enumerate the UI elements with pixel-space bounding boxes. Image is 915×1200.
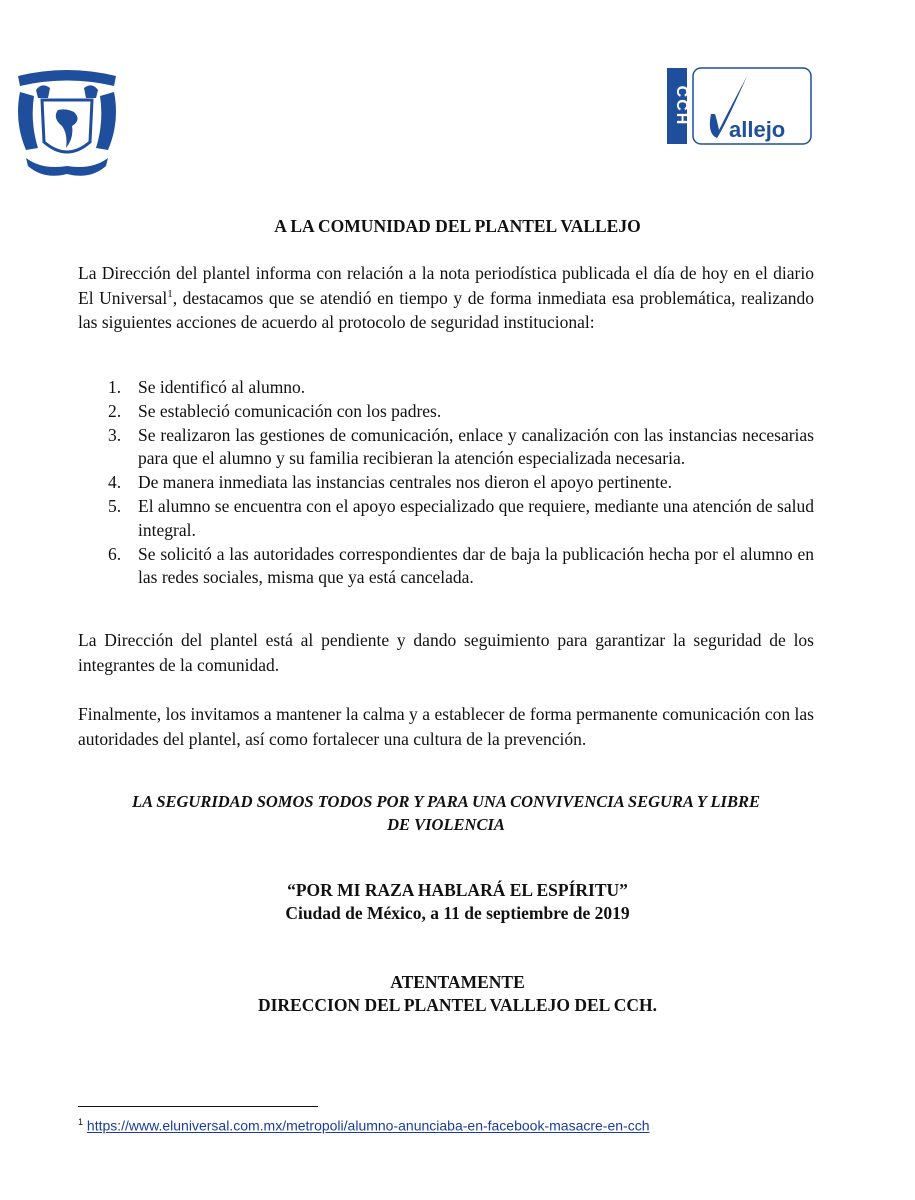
- closing-paragraph: Finalmente, los invitamos a mantener la calma y a establecer de forma permanente comunicación con las autoridades del plantel, así como fortalecer una cultura de la prevención.: [78, 704, 814, 749]
- eagle-wing-left: [18, 92, 38, 150]
- university-motto: “POR MI RAZA HABLARÁ EL ESPÍRITU”: [287, 880, 628, 900]
- list-text: El alumno se encuentra con el apoyo especializado que requiere, mediante una atención de salud integral.: [138, 495, 814, 540]
- footnote-link[interactable]: https://www.eluniversal.com.mx/metropoli/alumno-anunciaba-en-facebook-masacre-en-cch: [86, 1117, 650, 1134]
- list-text: Se identificó al alumno.: [138, 377, 306, 397]
- banner-ribbon: [18, 70, 116, 86]
- document-title: A LA COMUNIDAD DEL PLANTEL VALLEJO: [274, 216, 641, 236]
- condor-wing-right: [96, 92, 116, 150]
- safety-motto: [78, 790, 814, 836]
- list-text: Se estableció comunicación con los padres.: [138, 400, 442, 421]
- footnote: [78, 1117, 649, 1134]
- cch-vallejo-logo: [667, 64, 815, 148]
- list-text: Se solicitó a las autoridades correspondientes dar de baja la publicación hecha por el alumno en las redes sociales, misma que ya está cancelada.: [138, 543, 814, 588]
- list-text: De manera inmediata las instancias centrales nos dieron el apoyo pertinente.: [138, 472, 673, 493]
- volcano-base: [26, 158, 108, 176]
- footnote-reference[interactable]: 1: [167, 287, 173, 300]
- list-item: [78, 543, 814, 591]
- footnote-marker: 1: [78, 1117, 84, 1127]
- intro-paragraph: [78, 261, 814, 335]
- intro-text: La Dirección del plantel informa con relación a la nota periodística publicada el día de hoy en el diario El Universal: [78, 263, 814, 308]
- latin-america-map: [56, 109, 78, 148]
- footnote-divider: [78, 1106, 318, 1107]
- list-item: [78, 471, 814, 495]
- motto-line-2: DE VIOLENCIA: [387, 815, 505, 834]
- list-number: 3.: [108, 424, 122, 445]
- list-text: Se realizaron las gestiones de comunicación, enlace y canalización con las instancias necesarias para que el alumno y su familia recibieran la atención especializada necesaria.: [138, 424, 814, 469]
- svg-text:POR MI: POR MI: [56, 102, 78, 108]
- condor-head: [84, 85, 98, 98]
- list-item: [78, 424, 814, 472]
- actions-list: [78, 376, 814, 590]
- unam-coat-of-arms-logo: [12, 62, 122, 184]
- list-number: 2.: [108, 400, 122, 421]
- list-number: 1.: [108, 377, 122, 397]
- svg-text:allejo: allejo: [729, 117, 786, 142]
- list-number: 4.: [108, 472, 122, 493]
- list-item: [78, 495, 814, 543]
- signature-line: DIRECCION DEL PLANTEL VALLEJO DEL CCH.: [257, 995, 658, 1015]
- followup-paragraph: La Dirección del plantel está al pendiente y dando seguimiento para garantizar la seguridad de los integrantes de la comunidad.: [78, 630, 814, 675]
- motto-line-1: LA SEGURIDAD SOMOS TODOS POR Y PARA UNA CONVIVENCIA SEGURA Y LIBRE: [132, 792, 760, 811]
- list-number: 5.: [108, 495, 122, 516]
- intro-text-continued: , destacamos que se atendió en tiempo y de forma inmediata esa problemática, realizando las siguientes acciones de acuerdo al protocolo de seguridad institucional:: [78, 287, 814, 333]
- list-item: [78, 400, 814, 424]
- svg-text:CCH: CCH: [673, 85, 690, 127]
- list-item: [78, 376, 814, 400]
- place-date: Ciudad de México, a 11 de septiembre de 2019: [285, 903, 630, 923]
- closing-salutation: ATENTAMENTE: [390, 972, 525, 992]
- eagle-head: [36, 85, 50, 98]
- list-number: 6.: [108, 543, 122, 564]
